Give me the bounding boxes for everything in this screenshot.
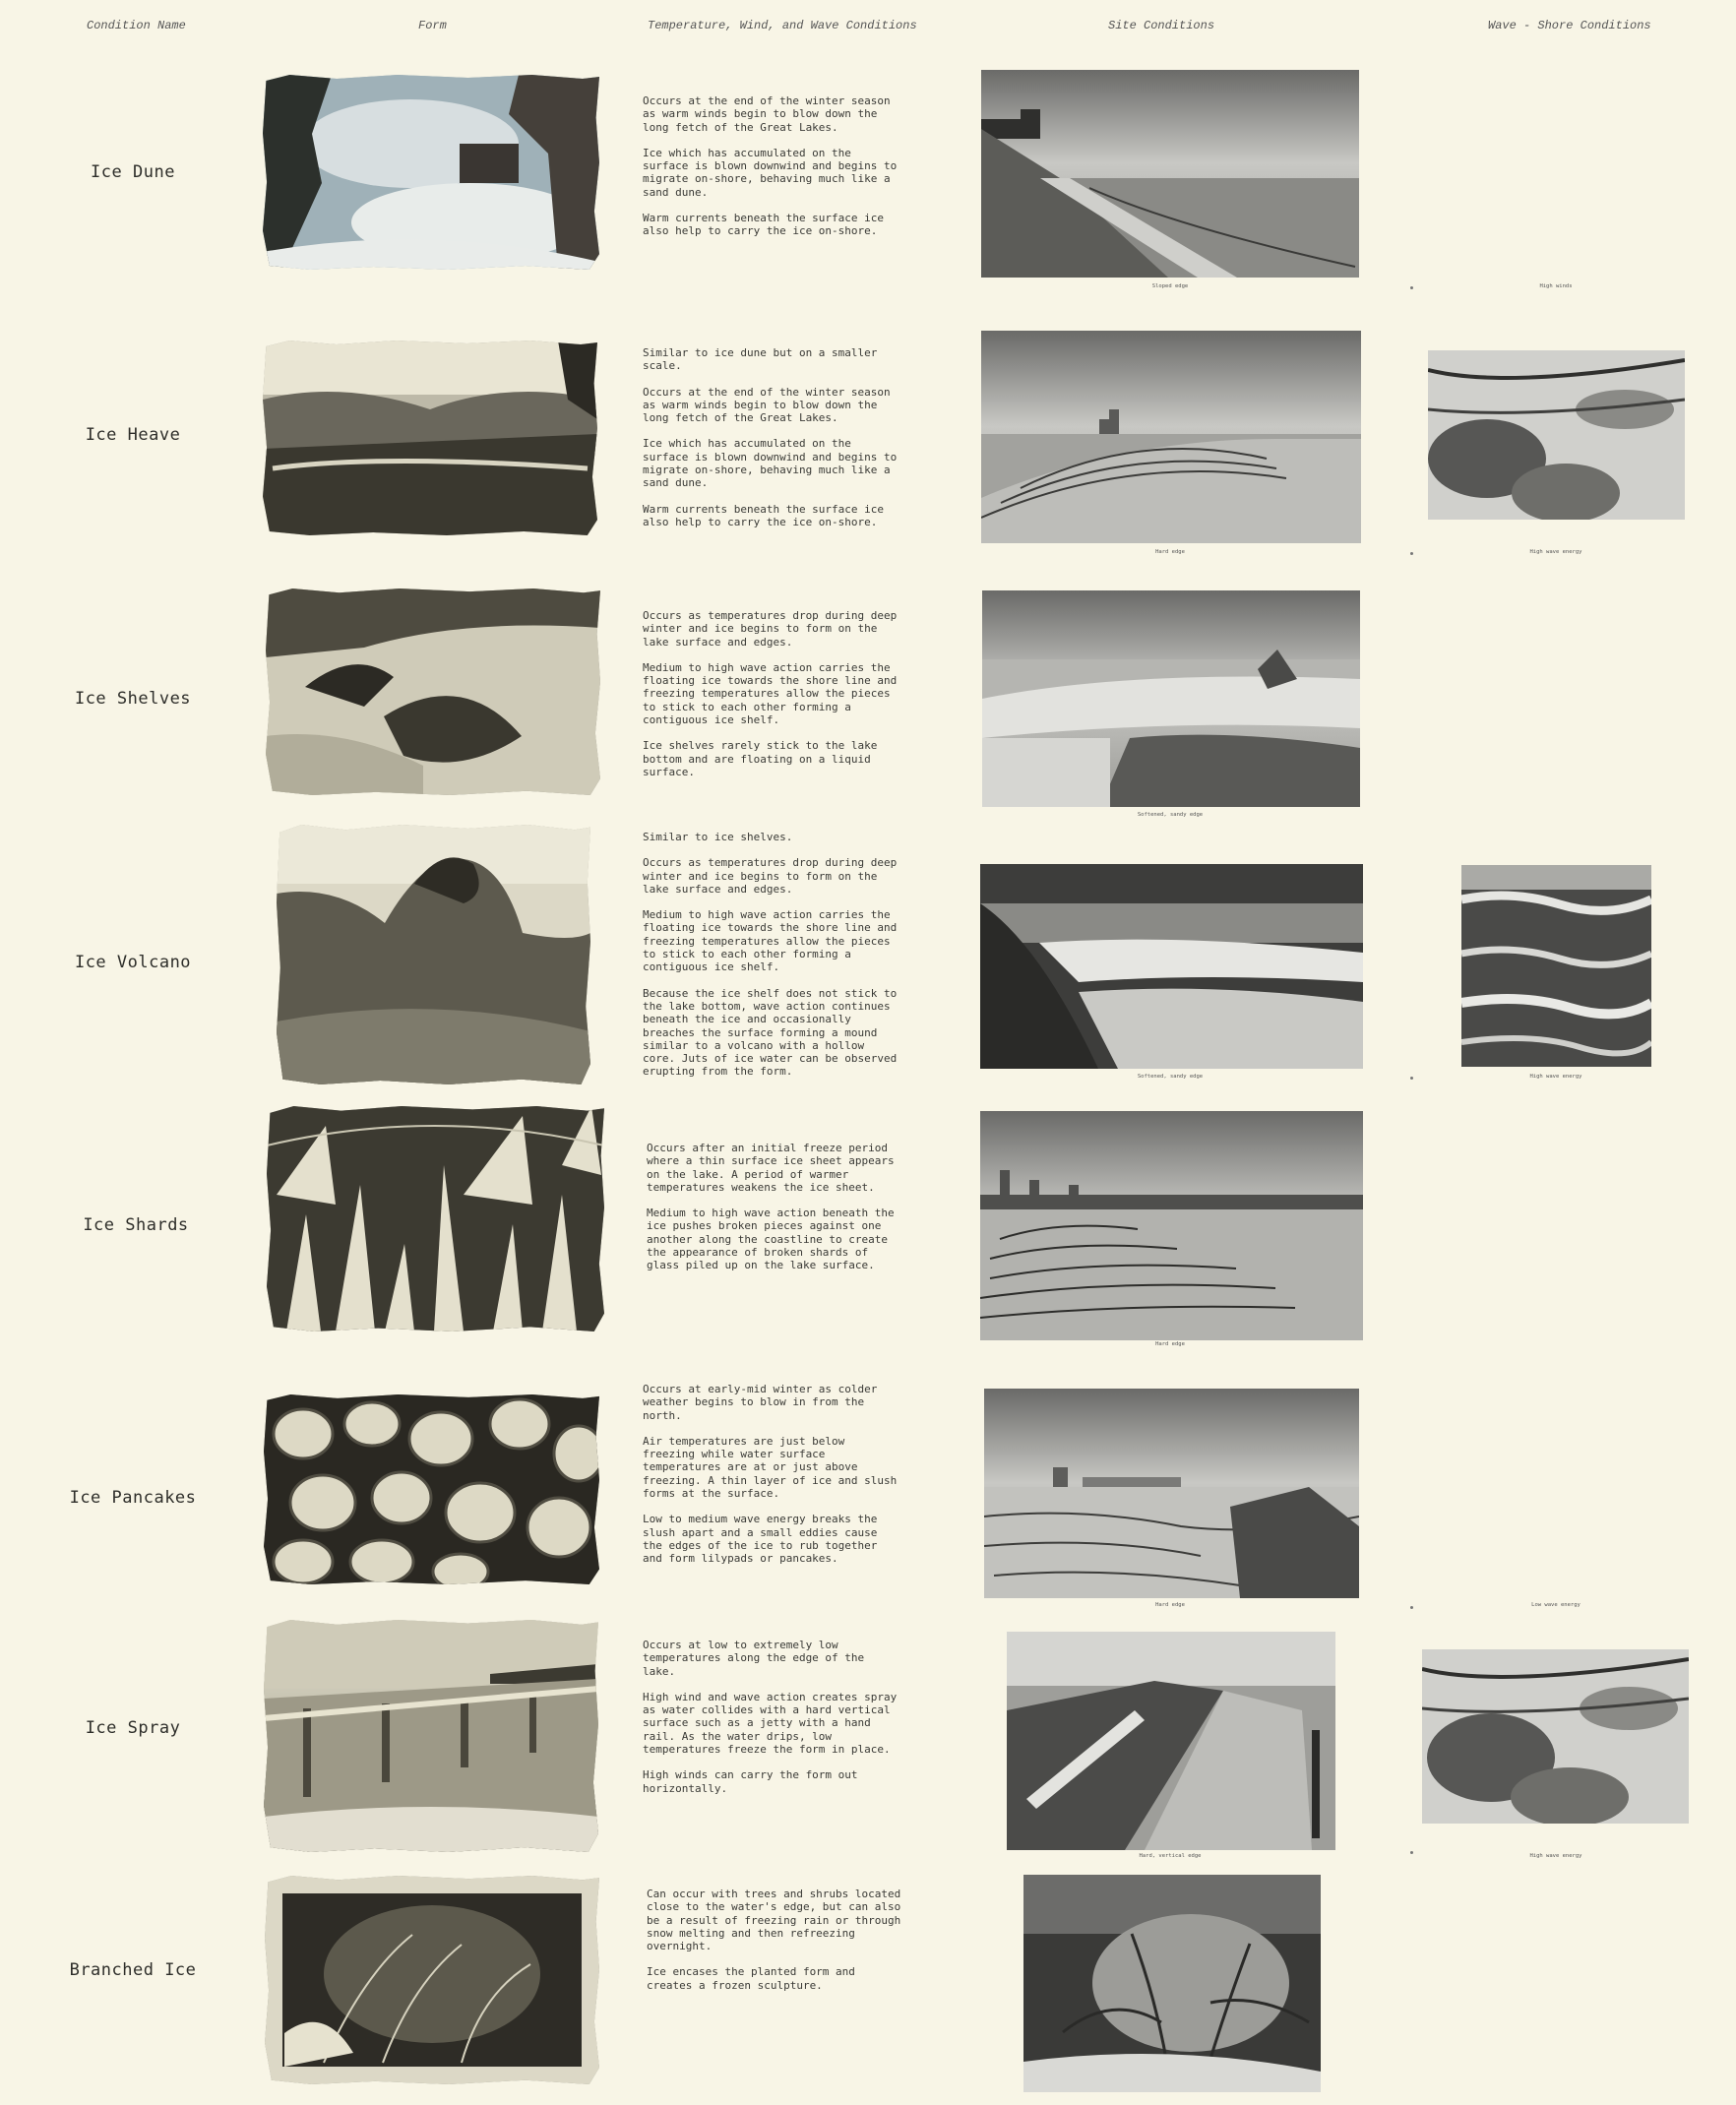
description-ice-shelves (643, 609, 899, 791)
condition-name: Ice Spray (85, 1718, 181, 1738)
bullet-marker (1410, 552, 1413, 555)
description-paragraph: Can occur with trees and shrubs located close to the water's edge, but can also be a result of freezing rain or through snow melting and then refreezing overnight. (647, 1888, 901, 1953)
bullet-marker (1410, 1851, 1413, 1854)
site-caption: Sloped edge (1151, 283, 1189, 289)
site-image-softened-sandy-edge (980, 864, 1363, 1069)
wave-shore-caption: High winds (1539, 283, 1573, 289)
site-image-softened-sandy-edge (982, 590, 1360, 807)
description-paragraph: Occurs at the end of the winter season as warm winds begin to blow down the long fetch of the Great Lakes. (643, 94, 891, 134)
form-image-ice-heave (263, 341, 597, 535)
description-paragraph: Occurs at the end of the winter season as warm winds begin to blow down the long fetch of the Great Lakes. (643, 385, 891, 425)
description-paragraph: Medium to high wave action beneath the ice pushes broken pieces against one another along the coastline to create the appearance of broken shards of glass piled up on the lake surface. (647, 1207, 895, 1272)
site-caption: Hard edge (1155, 1341, 1185, 1347)
header-form: Form (418, 19, 447, 32)
site-caption: Softened, sandy edge (1137, 812, 1204, 818)
description-paragraph: High winds can carry the form out horizontally. (643, 1768, 858, 1795)
description-paragraph: Occurs after an initial freeze period where a thin surface ice sheet appears on the lake. A period of warmer temperatures weakens the ice sheet. (647, 1142, 895, 1194)
description-ice-volcano (643, 831, 899, 1091)
bullet-marker (1410, 1606, 1413, 1609)
condition-name: Ice Shelves (74, 689, 192, 709)
description-branched-ice (647, 1888, 902, 2005)
wave-shore-caption: High wave energy (1529, 549, 1582, 555)
site-caption: Softened, sandy edge (1137, 1074, 1204, 1080)
condition-name: Branched Ice (69, 1960, 197, 1980)
header-wave-shore-conditions: Wave - Shore Conditions (1488, 19, 1651, 32)
bullet-marker (1410, 286, 1413, 289)
description-paragraph: Occurs at low to extremely low temperatures along the edge of the lake. (643, 1639, 865, 1678)
header-conditions: Temperature, Wind, and Wave Conditions (648, 19, 917, 32)
form-image-ice-shards (267, 1106, 604, 1331)
site-image-hard-edge (981, 331, 1361, 543)
form-image-ice-volcano (277, 825, 590, 1084)
condition-name: Ice Volcano (74, 953, 192, 972)
site-caption: Hard, vertical edge (1139, 1853, 1202, 1859)
description-paragraph: Occurs as temperatures drop during deep winter and ice begins to form on the lake surface and edges. (643, 609, 898, 649)
description-paragraph: Similar to ice dune but on a smaller scale. (643, 346, 878, 373)
wave-shore-caption: Low wave energy (1531, 1602, 1581, 1608)
description-paragraph: Ice encases the planted form and creates a frozen sculpture. (647, 1965, 855, 1992)
form-image-ice-pancakes (264, 1394, 599, 1584)
site-caption: Hard edge (1155, 549, 1185, 555)
description-ice-heave (643, 346, 899, 541)
condition-name: Ice Pancakes (69, 1488, 197, 1508)
description-paragraph: Medium to high wave action carries the floating ice towards the shore line and freezing temperatures allow the pieces to stick to each other forming a contiguous ice shelf. (643, 660, 898, 727)
description-ice-spray (643, 1639, 899, 1808)
description-ice-pancakes (643, 1383, 899, 1579)
description-ice-shards (647, 1142, 902, 1285)
form-image-branched-ice (265, 1876, 599, 2084)
description-paragraph: Ice which has accumulated on the surface is blown downwind and begins to migrate on-shore, behaving much like a sand dune. (643, 437, 898, 490)
site-image-hard-edge (980, 1111, 1363, 1340)
condition-name: Ice Heave (85, 425, 181, 445)
wave-image-high-wave-energy (1428, 350, 1685, 520)
description-paragraph: Ice which has accumulated on the surface is blown downwind and begins to migrate on-shore, behaving much like a sand dune. (643, 146, 898, 199)
form-image-ice-dune (263, 75, 599, 270)
header-site-conditions: Site Conditions (1108, 19, 1215, 32)
site-caption: Hard edge (1155, 1602, 1185, 1608)
site-image-hard-edge (984, 1389, 1359, 1598)
description-paragraph: Low to medium wave energy breaks the slush apart and a small eddies cause the edges of the ice to rub together and form lilypads or pancakes. (643, 1513, 878, 1566)
wave-image-high-wave-energy (1422, 1649, 1689, 1824)
description-paragraph: Air temperatures are just below freezing while water surface temperatures are at or just above freezing. A thin layer of ice and slush forms at the surface. (643, 1434, 898, 1501)
description-paragraph: Warm currents beneath the surface ice also help to carry the ice on-shore. (643, 502, 885, 528)
description-paragraph: Medium to high wave action carries the floating ice towards the shore line and freezing temperatures allow the pieces to stick to each other forming a contiguous ice shelf. (643, 908, 898, 974)
description-paragraph: Similar to ice shelves. (643, 831, 793, 843)
wave-shore-caption: High wave energy (1529, 1074, 1582, 1080)
description-paragraph: Ice shelves rarely stick to the lake bottom and are floating on a liquid surface. (643, 739, 878, 778)
site-image-branched-ice (1023, 1875, 1321, 2092)
form-image-ice-spray (264, 1620, 598, 1852)
site-image-hard-vertical-edge (1007, 1632, 1335, 1850)
description-paragraph: Occurs at early-mid winter as colder weather begins to blow in from the north. (643, 1383, 878, 1422)
description-paragraph: Occurs as temperatures drop during deep winter and ice begins to form on the lake surface and edges. (643, 856, 898, 896)
description-paragraph: High wind and wave action creates spray as water collides with a hard vertical surface such as a jetty with a hand rail. As the water drips, low temperatures freeze the form in place. (643, 1690, 898, 1757)
description-paragraph: Warm currents beneath the surface ice also help to carry the ice on-shore. (643, 212, 885, 238)
wave-shore-caption: High wave energy (1529, 1853, 1582, 1859)
description-paragraph: Because the ice shelf does not stick to the lake bottom, wave action continues beneath the ice and occasionally breaches the surface forming a mound similar to a volcano with a hollow core. Juts of ice water can be observed erupting from the form. (643, 986, 898, 1079)
condition-name: Ice Dune (91, 162, 175, 182)
description-ice-dune (643, 94, 899, 251)
bullet-marker (1410, 1077, 1413, 1080)
form-image-ice-shelves (266, 588, 600, 795)
condition-name: Ice Shards (83, 1215, 189, 1235)
site-image-sloped-edge (981, 70, 1359, 278)
wave-image-high-wave-energy (1461, 865, 1651, 1067)
header-condition-name: Condition Name (87, 19, 186, 32)
